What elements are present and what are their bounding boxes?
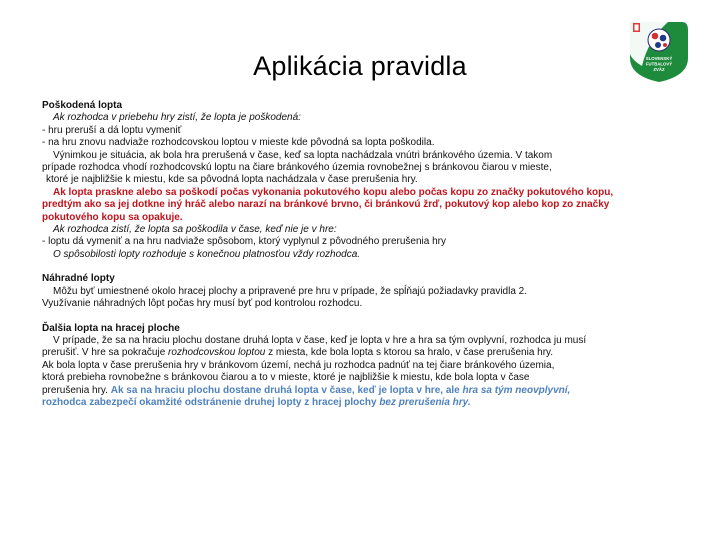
extra-line-5 xyxy=(42,385,692,397)
extra-line-6a: rozhodca zabezpečí okamžité odstránenie druhej lopty z hracej plochy xyxy=(42,396,377,408)
extra-line-5b: Ak sa na hraciu plochu dostane druhá lopta v čase, keď je lopta v hre, ale xyxy=(110,384,460,396)
extra-line-5c: hra sa tým neovplyvní, xyxy=(462,384,571,396)
extra-line-2 xyxy=(42,347,692,359)
logo-text-2: FUTBALOVÝ xyxy=(645,61,673,67)
extra-line-5a: prerušenia hry. xyxy=(42,384,108,396)
damaged-bullet-3: - loptu dá vymeniť a na hru nadviaže spôsobom, ktorý vyplynul z pôvodného prerušenia hry xyxy=(42,236,446,248)
extra-line-6 xyxy=(42,397,692,409)
replacement-heading: Náhradné lopty xyxy=(42,273,115,285)
slide-content xyxy=(42,100,692,409)
damaged-heading: Poškodená lopta xyxy=(42,100,123,111)
replacement-line-2: Využívanie náhradných lôpt počas hry musí byť pod kontrolou rozhodcu. xyxy=(42,298,363,310)
extra-line-4: ktorá prebieha rovnobežne s bránkovou čiarou a to v mieste, ktoré je najbližšie k miestu, kde bola lopta v čase xyxy=(42,372,530,384)
extra-heading: Ďalšia lopta na hracej ploche xyxy=(42,322,180,334)
damaged-red-2: predtým ako sa jej dotkne iný hráč alebo narazí na bránkové brvno, či bránkovú žrď, pokutový kop alebo kop zo značky xyxy=(42,199,610,211)
extra-line-2a: prerušiť. V hre sa pokračuje xyxy=(42,347,166,359)
extra-line-3: Ak bola lopta v čase prerušenia hry v bránkovom území, nechá ju rozhodca padnúť na tej čiare bránkového územia, xyxy=(42,359,555,371)
damaged-italic-1: Ak rozhodca zistí, že lopta sa poškodila v čase, keď nie je v hre: xyxy=(53,224,337,236)
damaged-intro: Ak rozhodca v priebehu hry zistí, že lopta je poškodená: xyxy=(53,112,301,124)
damaged-para-2: prípade rozhodca vhodí rozhodcovskú loptu na čiare bránkového územia rovnobežnej s bránkovou čiarou v mieste, xyxy=(42,162,552,174)
extra-line-2b: rozhodcovskou loptou xyxy=(168,347,266,359)
extra-line-6b: bez prerušenia hry. xyxy=(379,396,471,408)
damaged-italic-2: O spôsobilosti lopty rozhoduje s konečnou platnosťou vždy rozhodca. xyxy=(53,248,361,260)
damaged-red-3: pokutového kopu sa opakuje. xyxy=(42,211,183,223)
damaged-para-1: Výnimkou je situácia, ak bola hra prerušená v čase, keď sa lopta nachádzala vnútri bránkového územia. V takom xyxy=(53,149,553,161)
replacement-line-1: Môžu byť umiestnené okolo hracej plochy a pripravené pre hru v prípade, že spĺňajú požiadavky pravidla 2. xyxy=(53,285,528,297)
logo-text-1: SLOVENSKÝ xyxy=(645,56,673,61)
damaged-bullet-1: - hru preruší a dá loptu vymeniť xyxy=(42,124,182,136)
damaged-para-3: ktoré je najbližšie k miestu, kde sa pôvodná lopta nachádzala v čase prerušenia hry. xyxy=(46,174,418,186)
extra-line-2c: z miesta, kde bola lopta s ktorou sa hralo, v čase prerušenia hry. xyxy=(268,347,554,359)
extra-line-1: V prípade, že sa na hraciu plochu dostane druhá lopta v čase, keď je lopta v hre a hra sa tým ovplyvní, rozhodca ju musí xyxy=(53,334,587,346)
slide-title: Aplikácia pravidla xyxy=(253,51,467,81)
logo-text-3: ZVÄZ xyxy=(653,67,665,72)
damaged-bullet-2: - na hru znovu nadviaže rozhodcovskou loptou v mieste kde pôvodná sa lopta poškodila. xyxy=(42,137,435,149)
damaged-red-1: Ak lopta praskne alebo sa poškodí počas vykonania pokutového kopu alebo počas kopu zo značky pokutového kopu, xyxy=(53,186,614,198)
